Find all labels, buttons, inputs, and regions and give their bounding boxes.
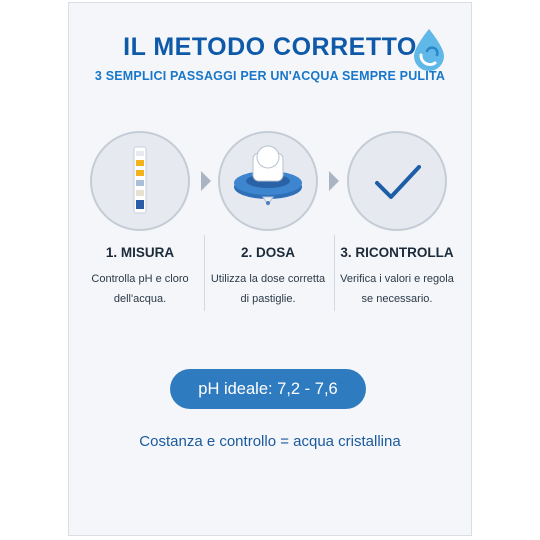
step-1-description: Controlla pH e cloro dell'acqua. xyxy=(91,273,189,305)
chevron-right-icon xyxy=(328,169,340,193)
ph-ideal-badge: pH ideale: 7,2 - 7,6 xyxy=(170,369,366,409)
page-title: IL METODO CORRETTO xyxy=(123,33,417,61)
tagline: Costanza e controllo = acqua cristallina xyxy=(139,433,401,450)
page-subtitle: 3 SEMPLICI PASSAGGI PER UN'ACQUA SEMPRE PULITA xyxy=(94,69,446,83)
chlorine-dispenser-icon xyxy=(220,133,316,229)
step-1-illustration xyxy=(90,131,190,231)
step-2-title: 2. DOSA xyxy=(240,245,295,260)
checkmark-icon xyxy=(349,133,445,229)
step-2-illustration xyxy=(218,131,318,231)
method-card xyxy=(68,2,472,536)
chevron-right-icon xyxy=(200,169,212,193)
water-drop-icon xyxy=(405,25,453,73)
test-strip-icon xyxy=(92,133,188,229)
step-3-title: 3. RICONTROLLA xyxy=(340,245,454,260)
step-3-illustration xyxy=(347,131,447,231)
step-1-title: 1. MISURA xyxy=(105,245,175,260)
step-2-description: Utilizza la dose corretta di pastiglie. xyxy=(210,273,326,305)
step-3-description: Verifica i valori e regola se necessario. xyxy=(340,273,454,305)
